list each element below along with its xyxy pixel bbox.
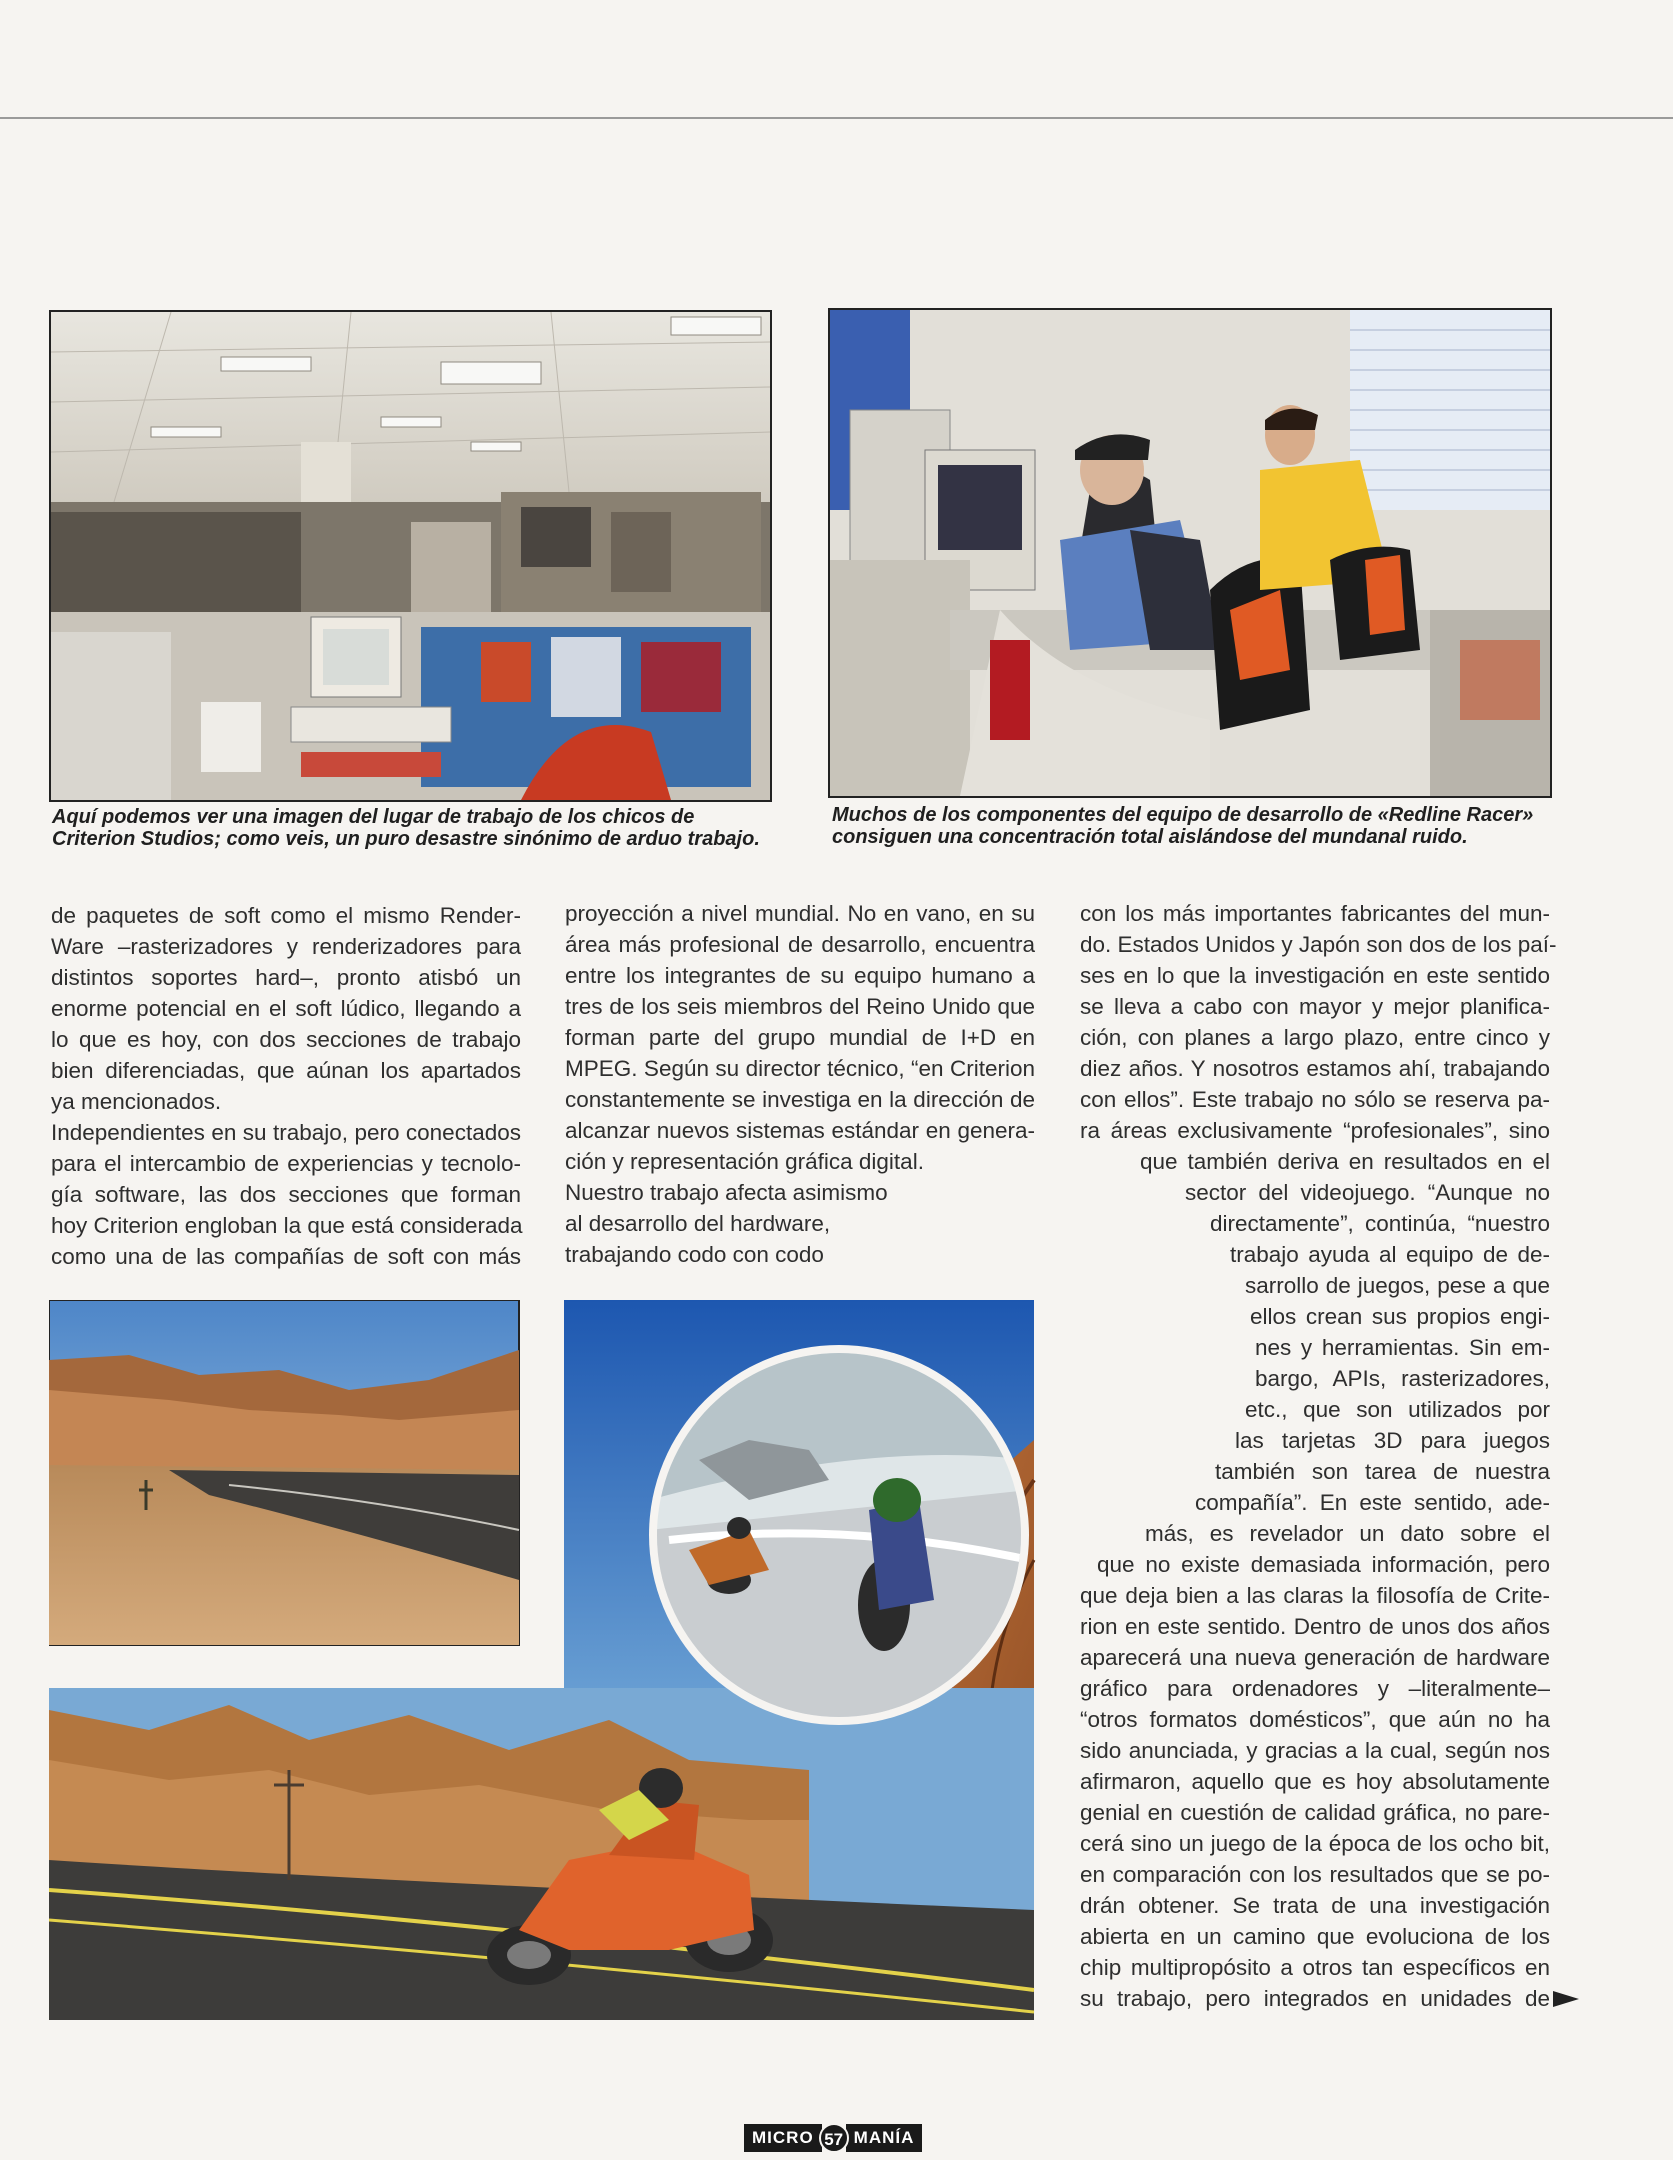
text-line: las tarjetas 3D para juegos: [1235, 1428, 1550, 1453]
text-line: ción y representación gráfica digital.: [565, 1149, 924, 1174]
text-line: compañía”. En este sentido, ade-: [1195, 1490, 1550, 1515]
text-line: en comparación con los resultados que se po-: [1080, 1862, 1550, 1887]
text-line: ellos crean sus propios engi-: [1250, 1304, 1550, 1329]
text-line: chip multipropósito a otros tan específicos en: [1080, 1955, 1550, 1980]
text-line: más, es revelador un dato sobre el: [1145, 1521, 1550, 1546]
magazine-logo: [744, 2123, 922, 2153]
text-line: bargo, APIs, rasterizadores,: [1255, 1366, 1550, 1391]
text-line: bien diferenciadas, que aúnan los apartados: [51, 1058, 521, 1083]
logo-right-text: MANÍA: [846, 2124, 923, 2152]
text-line: tres de los seis miembros del Reino Unido que: [565, 994, 1035, 1019]
text-line: etc., que son utilizados por: [1245, 1397, 1550, 1422]
text-line: ra áreas exclusivamente “profesionales”, sino: [1080, 1118, 1550, 1143]
article-column-1: [51, 900, 521, 1272]
text-line: entre los integrantes de su equipo humano a: [565, 963, 1035, 988]
text-line: diez años. Y nosotros estamos ahí, trabajando: [1080, 1056, 1550, 1081]
text-line: para el intercambio de experiencias y tecnolo-: [51, 1151, 521, 1176]
text-line: MPEG. Según su director técnico, “en Criterion: [565, 1056, 1035, 1081]
text-line: ción, con planes a largo plazo, entre cinco y: [1080, 1025, 1550, 1050]
team-photo-illustration: [830, 310, 1550, 796]
office-photo-caption: Aquí podemos ver una imagen del lugar de trabajo de los chicos de Criterion Studios; como veis, un puro desastre sinónimo de arduo trabajo.: [52, 806, 760, 850]
text-line: sarrollo de juegos, pese a que: [1245, 1273, 1550, 1298]
text-line: de paquetes de soft como el mismo Render-: [51, 903, 521, 928]
text-line: trabajo ayuda al equipo de de-: [1230, 1242, 1550, 1267]
text-line: alcanzar nuevos sistemas estándar en genera-: [565, 1118, 1035, 1143]
text-line: hoy Criterion engloban la que está considerada: [51, 1213, 523, 1238]
text-line: que también deriva en resultados en el: [1140, 1149, 1550, 1174]
text-line: ses en lo que la investigación en este sentido: [1080, 963, 1550, 988]
continue-arrow-icon: [1553, 1991, 1579, 2007]
top-rule: [0, 117, 1673, 119]
text-line: directamente”, continúa, “nuestro: [1210, 1211, 1550, 1236]
text-line: su trabajo, pero integrados en unidades de: [1080, 1986, 1550, 2011]
text-line: trabajando codo con codo: [565, 1242, 824, 1267]
office-photo-illustration: [51, 312, 770, 800]
text-line: lo que es hoy, con dos secciones de trabajo: [51, 1027, 521, 1052]
team-photo: [828, 308, 1552, 798]
text-line: constantemente se investiga en la dirección de: [565, 1087, 1035, 1112]
text-line: también son tarea de nuestra: [1215, 1459, 1550, 1484]
text-line: Ware –rasterizadores y renderizadores para: [51, 934, 521, 959]
text-line: como una de las compañías de soft con más: [51, 1244, 521, 1269]
text-line: genial en cuestión de calidad gráfica, no pare-: [1080, 1800, 1550, 1825]
text-line: al desarrollo del hardware,: [565, 1211, 831, 1236]
text-line: aparecerá una nueva generación de hardware: [1080, 1645, 1550, 1670]
logo-left-text: MICRO: [744, 2124, 822, 2152]
text-line: que deja bien a las claras la filosofía de Crite-: [1080, 1583, 1550, 1608]
text-line: que no existe demasiada información, pero: [1097, 1552, 1550, 1577]
text-line: forman parte del grupo mundial de I+D en: [565, 1025, 1035, 1050]
text-line: do. Estados Unidos y Japón son dos de los paí-: [1080, 932, 1557, 957]
text-line: drán obtener. Se trata de una investigación: [1080, 1893, 1550, 1918]
text-line: abierta en un camino que evoluciona de los: [1080, 1924, 1550, 1949]
text-line: enorme potencial en el soft lúdico, llegando a: [51, 996, 521, 1021]
text-line: Independientes en su trabajo, pero conectados: [51, 1120, 521, 1145]
game-screenshots-composite: [49, 1300, 1037, 2024]
text-line: Nuestro trabajo afecta asimismo: [565, 1180, 888, 1205]
page-number: 57: [819, 2123, 849, 2153]
text-line: “otros formatos domésticos”, que aún no ha: [1080, 1707, 1550, 1732]
text-line: proyección a nivel mundial. No en vano, en su: [565, 901, 1035, 926]
text-line: con los más importantes fabricantes del mun-: [1080, 901, 1550, 926]
text-line: gráfico para ordenadores y –literalmente–: [1080, 1676, 1550, 1701]
text-line: afirmaron, aquello que es hoy absolutamente: [1080, 1769, 1550, 1794]
text-line: sector del videojuego. “Aunque no: [1185, 1180, 1550, 1205]
team-photo-caption: Muchos de los componentes del equipo de desarrollo de «Redline Racer» consiguen una concentración total aislándose del mundanal ruido.: [832, 804, 1534, 848]
office-photo: [49, 310, 772, 802]
text-line: nes y herramientas. Sin em-: [1255, 1335, 1550, 1360]
text-line: se lleva a cabo con mayor y mejor planifica-: [1080, 994, 1550, 1019]
article-column-3: [1080, 898, 1557, 2014]
text-line: rion en este sentido. Dentro de unos dos años: [1080, 1614, 1550, 1639]
text-line: gía software, las dos secciones que forman: [51, 1182, 521, 1207]
text-line: cerá sino un juego de la época de los ocho bit,: [1080, 1831, 1550, 1856]
text-line: con ellos”. Este trabajo no sólo se reserva pa-: [1080, 1087, 1550, 1112]
article-column-2: [565, 898, 1035, 1270]
text-line: distintos soportes hard–, pronto atisbó un: [51, 965, 521, 990]
text-line: área más profesional de desarrollo, encuentra: [565, 932, 1035, 957]
text-line: sido anunciada, y gracias a la cual, según nos: [1080, 1738, 1550, 1763]
text-line: ya mencionados.: [51, 1089, 222, 1114]
